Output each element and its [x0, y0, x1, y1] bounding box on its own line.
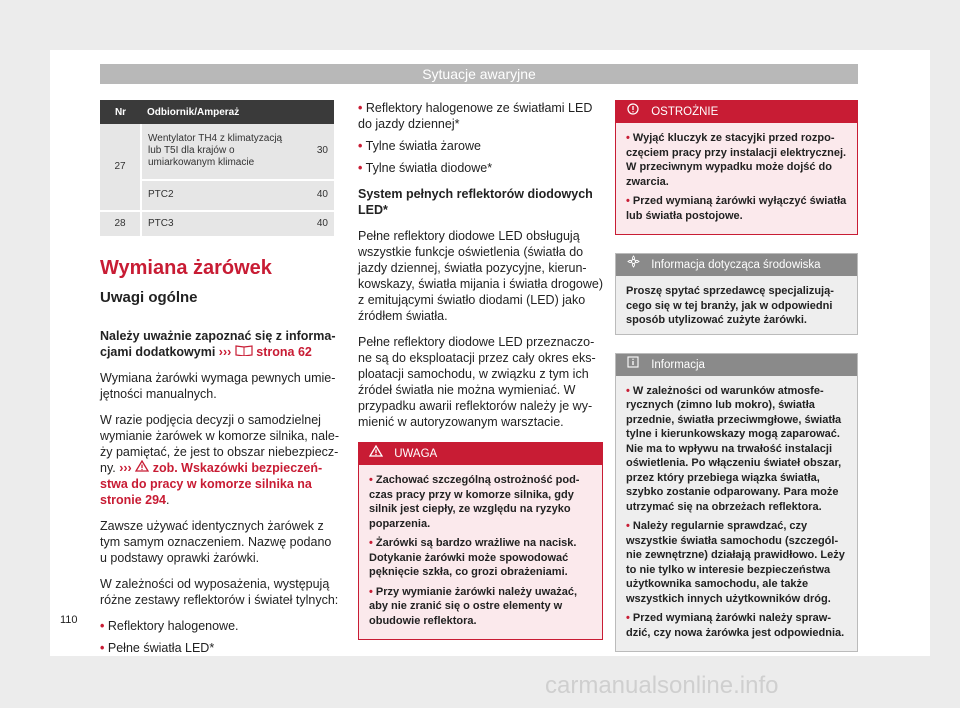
paragraph: W zależności od wyposażenia, występują różne zestawy reflektorów i świateł tylnych: [100, 577, 339, 607]
reference-text: Należy uważnie zapoznać się z informacjami dodatkowymi [100, 329, 336, 359]
list-item: • Przy wymianie żarówki należy uważać, aby nie zranić się o ostre elementy w obudowie reflektora. [369, 585, 578, 627]
exclamation-circle-icon [626, 101, 640, 123]
col-nr-header: Nr [100, 100, 141, 124]
table-row [100, 124, 334, 180]
page-link[interactable]: strona 62 [256, 345, 312, 359]
environment-body: Proszę spytać sprzedawcę specjalizującego się w tej branży, jak w odpowiedni sposób utylizować zużyte żarówki. [616, 276, 857, 334]
caution-body [616, 123, 857, 234]
table-cell-amp: 40 [298, 211, 334, 237]
table-header-row [100, 100, 334, 124]
info-box [615, 353, 858, 653]
info-body [616, 376, 857, 652]
fuse-table [100, 100, 334, 238]
caution-header: OSTROŻNIE [616, 101, 857, 123]
warning-body [359, 465, 602, 639]
table-cell-nr: 28 [100, 211, 141, 237]
list-item: • Przed wymianą żarówki wyłączyć światła lub światła postojowe. [626, 195, 847, 222]
paragraph-text: W razie podjęcia decyzji o samodzielnej wymianie żarówek w komorze silnika, należy pamiętać, że jest to obszar niebezpieczny. [100, 413, 339, 475]
list-item: • Reflektory halogenowe ze światłami LED do jazdy dziennej* [358, 101, 593, 131]
list-item: • Tylne światła diodowe* [358, 161, 493, 175]
paragraph: Pełne reflektory diodowe LED przeznaczone są do eksploatacji przez cały okres eksploatacji samochodu, w związku z tym ich źródeł światła nie można wymieniać. W przypadku awarii reflektorów należy je wymienić w autoryzowanym warsztacie. [358, 335, 596, 429]
table-row [100, 211, 334, 237]
paragraph: Pełne reflektory diodowe LED obsługują wszystkie funkcje oświetlenia (światła do jazdy dziennej, światła pozycyjne, kierunkowskazy, światła mijania i światła drogowe) z emitującymi światło diodami (LED) jako źródłem światła. [358, 229, 603, 323]
column-right [615, 100, 858, 666]
table-cell-amp: 40 [298, 180, 334, 211]
subheading: System pełnych reflektorów diodowych LED* [358, 187, 593, 217]
list-item: • W zależności od warunków atmosferycznych (zimno lub mokro), światła przednie, światła przeciwmgłowe, światła tylne i kierunkowskazy mogą zaparować. Nie ma to wpływu na trwałość instalacji oświetlenia. Po włączeniu świateł obszar, przez który przebiega wiązka światła, szybko zostanie odparowany. Para może utrzymać się na obrzeżach reflektora. [626, 384, 842, 513]
table-cell-name: PTC3 [141, 211, 298, 237]
caution-box [615, 100, 858, 235]
table-cell-nr: 27 [100, 124, 141, 211]
arrow-glyph: ››› [218, 345, 232, 359]
warning-header: UWAGA [359, 443, 602, 465]
environment-box [615, 253, 858, 335]
list-item: • Żarówki są bardzo wrażliwe na nacisk. Dotykanie żarówki może spowodować pęknięcie szkła, co grozi obrażeniami. [369, 537, 577, 578]
book-icon [235, 345, 253, 359]
table-cell-name: PTC2 [141, 180, 298, 211]
paragraph-reference [100, 328, 340, 360]
watermark: carmanualsonline.info [545, 672, 779, 699]
warning-triangle-icon [369, 443, 383, 465]
section-header: Sytuacje awaryjne [100, 64, 858, 84]
list-item: • Tylne światła żarowe [358, 139, 481, 153]
list-item: • Wyjąć kluczyk ze stacyjki przed rozpoczęciem pracy przy instalacji elektrycznej. W przeciwnym wypadku może dojść do zwarcia. [626, 132, 847, 188]
table-cell-amp: 30 [298, 124, 334, 180]
environment-header: Informacja dotycząca środowiska [616, 254, 857, 276]
leaf-icon [626, 254, 640, 276]
list-item: • Należy regularnie sprawdzać, czy wszystkie światła samochodu (szczególnie zewnętrzne) działają prawidłowo. Leży to nie tylko w interesie bezpieczeństwa użytkownika samochodu, ale także wszystkich innych użytkowników dróg. [626, 520, 845, 605]
info-header: Informacja [616, 354, 857, 376]
paragraph: Wymiana żarówki wymaga pewnych umiejętności manualnych. [100, 371, 336, 401]
section-subtitle: Uwagi ogólne [100, 289, 198, 306]
list-item: • Zachować szczególną ostrożność podczas pracy przy w komorze silnika, gdy silnik jest ciepły, ze względu na ryzyko poparzenia. [369, 474, 580, 530]
info-icon [626, 354, 640, 376]
table-cell-name: Wentylator TH4 z klimatyzacją lub T5I dla krajów o umiarkowanym klimacie [141, 124, 298, 180]
column-left [100, 255, 340, 662]
list-item: • Pełne światła LED* [100, 641, 215, 655]
paragraph-warning-ref: W razie podjęcia decyzji o samodzielnej wymianie żarówek w komorze silnika, należy pamiętać, że jest to obszar niebezpieczny. ››› zob. Wskazówki bezpieczeństwa do pracy w komorze silnika na stronie 294. [100, 413, 339, 507]
warning-triangle-icon [135, 461, 149, 475]
list-item: • Reflektory halogenowe. [100, 619, 239, 633]
section-title: Wymiana żarówek [100, 257, 272, 279]
warning-box [358, 442, 603, 640]
paragraph: Zawsze używać identycznych żarówek z tym samym oznaczeniem. Nazwę podano u podstawy oprawki żarówki. [100, 519, 332, 565]
col-name-header: Odbiornik/Amperaż [141, 100, 334, 124]
page-link[interactable]: zob. Wskazówki bezpieczeństwa do pracy w komorze silnika na stronie 294 [100, 461, 323, 507]
list-item: • Przed wymianą żarówki należy sprawdzić, czy nowa żarówka jest odpowiednia. [626, 612, 845, 639]
column-middle [358, 100, 603, 654]
arrow-glyph: ››› [119, 461, 132, 475]
page-number: 110 [60, 614, 78, 626]
